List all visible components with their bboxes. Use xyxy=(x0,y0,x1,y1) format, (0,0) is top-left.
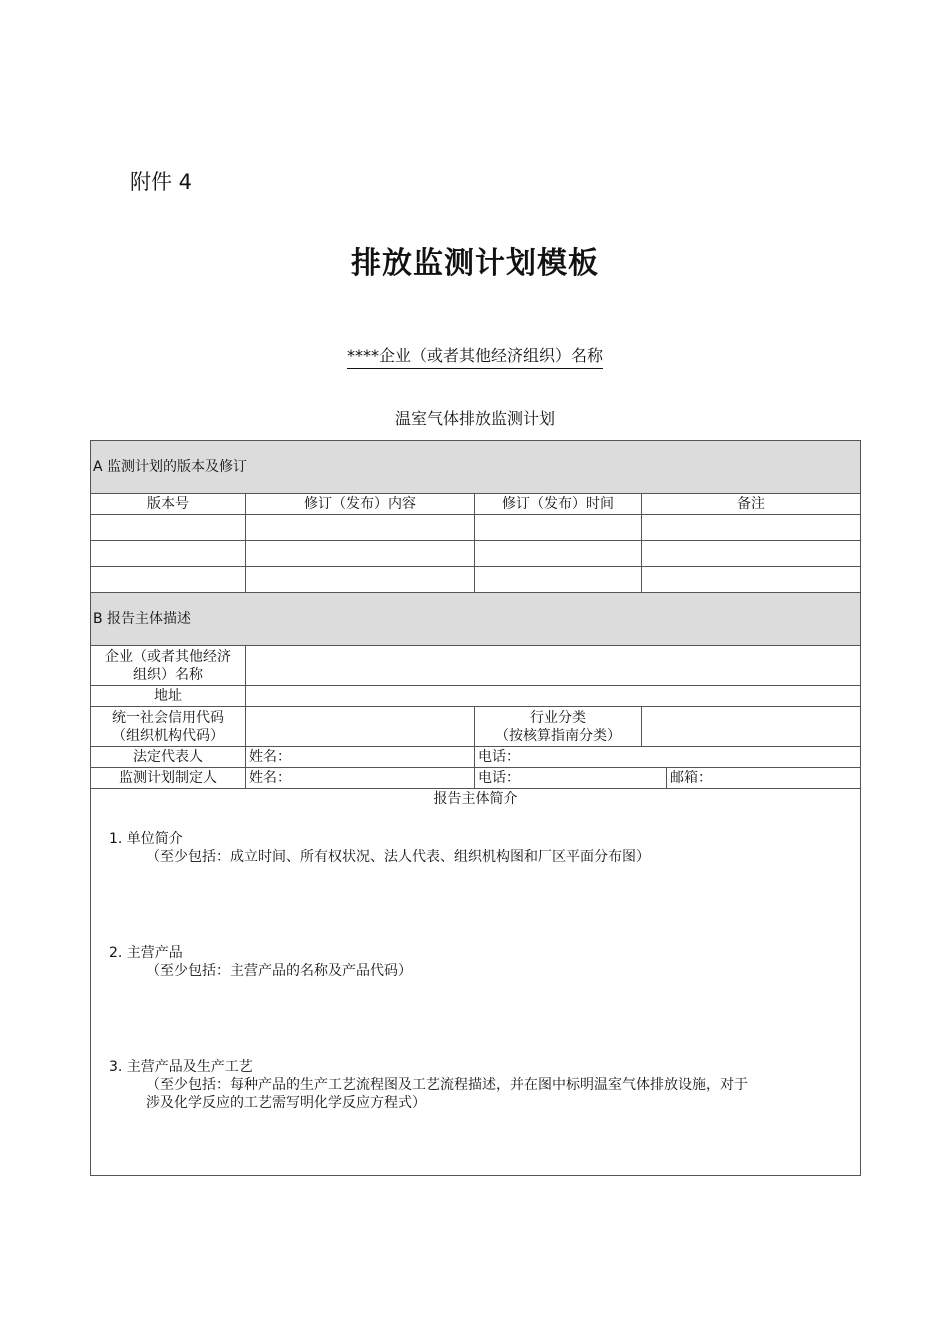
company-name-label xyxy=(91,646,246,686)
item1-note: （至少包括：成立时间、所有权状况、法人代表、组织机构图和厂区平面分布图） xyxy=(146,849,650,865)
address-label: 地址 xyxy=(91,686,246,707)
planner-row xyxy=(91,768,861,789)
revision-content-cell[interactable] xyxy=(246,567,475,593)
revision-content-cell[interactable] xyxy=(246,515,475,541)
entity-intro-title: 报告主体简介 xyxy=(433,791,518,807)
organization-name: ****企业（或者其他经济组织）名称 xyxy=(347,346,603,369)
organization-name-line xyxy=(0,343,950,366)
planner-phone-field[interactable]: 电话： xyxy=(475,768,667,789)
industry-label xyxy=(475,707,642,747)
item3-title: 3. 主营产品及生产工艺 xyxy=(109,1059,253,1075)
item3-note-line1: （至少包括：每种产品的生产工艺流程图及工艺流程描述，并在图中标明温室气体排放设施，对于 xyxy=(146,1077,748,1093)
monitoring-plan-form xyxy=(90,440,861,1176)
credit-code-label-line2: （组织机构代码） xyxy=(112,727,224,744)
version-row xyxy=(91,541,861,567)
version-table-header xyxy=(91,494,861,515)
credit-code-row xyxy=(91,707,861,747)
revision-date-cell[interactable] xyxy=(475,515,642,541)
company-name-field[interactable] xyxy=(246,646,861,686)
revision-content-cell[interactable] xyxy=(246,541,475,567)
entity-intro-box[interactable] xyxy=(91,789,861,1176)
remarks-cell[interactable] xyxy=(642,515,861,541)
attachment-label: 附件 4 xyxy=(130,170,193,194)
legal-rep-phone-field[interactable]: 电话： xyxy=(475,747,861,768)
version-row xyxy=(91,515,861,541)
planner-label: 监测计划制定人 xyxy=(91,768,246,789)
address-field[interactable] xyxy=(246,686,861,707)
item2-note: （至少包括：主营产品的名称及产品代码） xyxy=(146,963,412,979)
version-cell[interactable] xyxy=(91,515,246,541)
planner-name-field[interactable]: 姓名： xyxy=(246,768,475,789)
header-version: 版本号 xyxy=(91,494,246,515)
header-remarks: 备注 xyxy=(642,494,861,515)
plan-title: 温室气体排放监测计划 xyxy=(394,409,555,428)
revision-date-cell[interactable] xyxy=(475,541,642,567)
section-a-header: A 监测计划的版本及修订 xyxy=(91,441,861,494)
legal-rep-name-field[interactable]: 姓名： xyxy=(246,747,475,768)
item2-title: 2. 主营产品 xyxy=(109,945,183,961)
planner-email-field[interactable]: 邮箱： xyxy=(667,768,861,789)
section-b-header: B 报告主体描述 xyxy=(91,593,861,646)
remarks-cell[interactable] xyxy=(642,567,861,593)
address-row xyxy=(91,686,861,707)
credit-code-label-line1: 统一社会信用代码 xyxy=(112,709,224,726)
version-cell[interactable] xyxy=(91,541,246,567)
header-revision-date: 修订（发布）时间 xyxy=(475,494,642,515)
industry-label-line2: （按核算指南分类） xyxy=(495,727,621,744)
version-cell[interactable] xyxy=(91,567,246,593)
company-name-label-line1: 企业（或者其他经济 xyxy=(105,648,231,665)
industry-field[interactable] xyxy=(642,707,861,747)
remarks-cell[interactable] xyxy=(642,541,861,567)
version-row xyxy=(91,567,861,593)
item1-title: 1. 单位简介 xyxy=(109,831,183,847)
credit-code-label xyxy=(91,707,246,747)
revision-date-cell[interactable] xyxy=(475,567,642,593)
legal-rep-row xyxy=(91,747,861,768)
item3-note-line2: 涉及化学反应的工艺需写明化学反应方程式） xyxy=(146,1095,426,1111)
industry-label-line1: 行业分类 xyxy=(530,709,586,726)
credit-code-field[interactable] xyxy=(246,707,475,747)
header-revision-content: 修订（发布）内容 xyxy=(246,494,475,515)
company-name-row xyxy=(91,646,861,686)
company-name-label-line2: 组织）名称 xyxy=(133,666,203,683)
document-title: 排放监测计划模板 xyxy=(351,246,599,281)
legal-rep-label: 法定代表人 xyxy=(91,747,246,768)
